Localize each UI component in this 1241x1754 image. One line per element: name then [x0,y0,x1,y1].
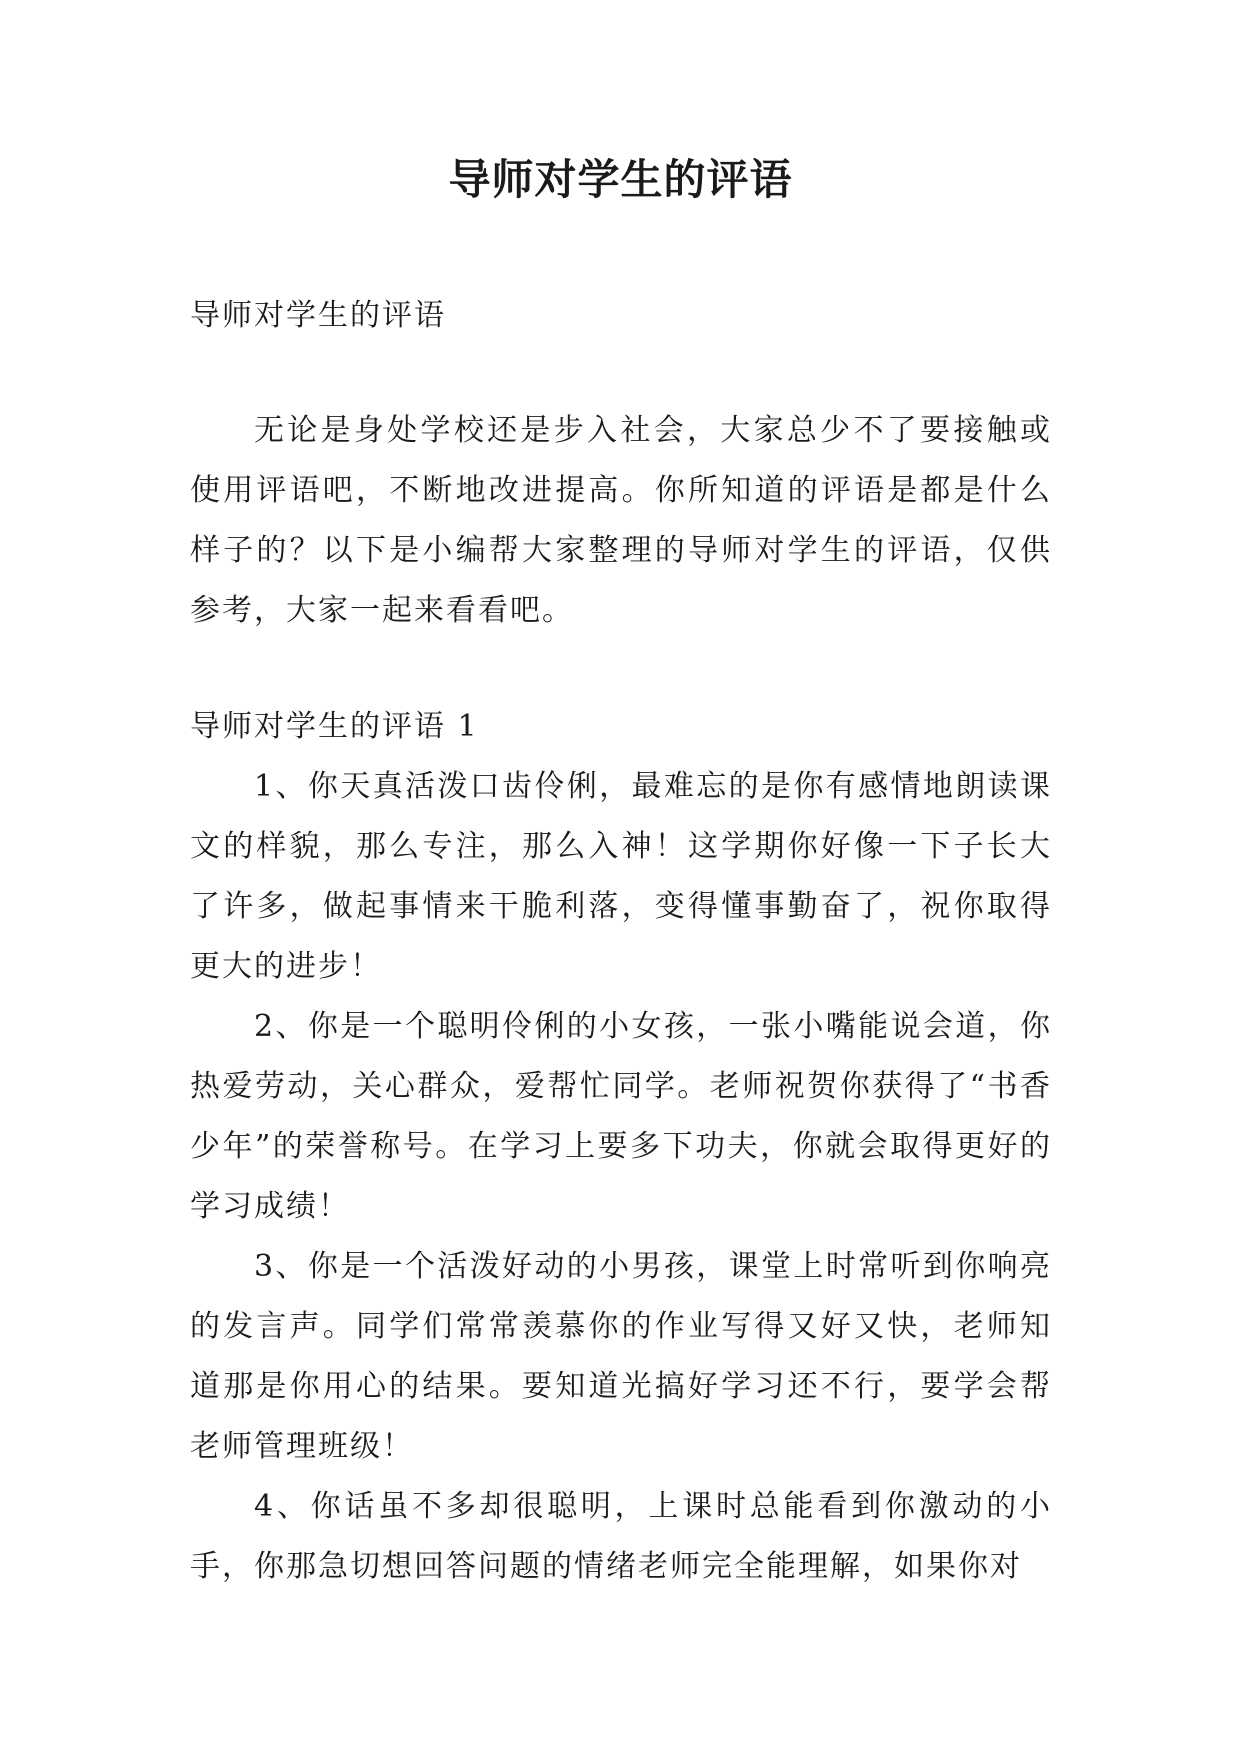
section-1 [190,697,1052,1597]
intro-section [190,401,1052,641]
section-heading: 导师对学生的评语 1 [190,709,479,744]
comment-item-3: 3、你是一个活泼好动的小男孩，课堂上时常听到你响亮的发言声。同学们常常羡慕你的作业写得又好又快，老师知道那是你用心的结果。要知道光搞好学习还不行，要学会帮老师管理班级！ [190,1249,1052,1464]
document-subtitle: 导师对学生的评语 [190,298,446,333]
intro-paragraph: 无论是身处学校还是步入社会，大家总少不了要接触或使用评语吧，不断地改进提高。你所知道的评语是都是什么样子的？以下是小编帮大家整理的导师对学生的评语，仅供参考，大家一起来看看吧。 [190,413,1052,628]
comment-item-4: 4、你话虽不多却很聪明，上课时总能看到你激动的小手，你那急切想回答问题的情绪老师完全能理解，如果你对 [190,1489,1052,1584]
comment-item-1: 1、你天真活泼口齿伶俐，最难忘的是你有感情地朗读课文的样貌，那么专注，那么入神！这学期你好像一下子长大了许多，做起事情来干脆利落，变得懂事勤奋了，祝你取得更大的进步！ [190,769,1052,984]
document-title: 导师对学生的评语 [448,155,793,204]
comment-item-2: 2、你是一个聪明伶俐的小女孩，一张小嘴能说会道，你热爱劳动，关心群众，爱帮忙同学。老师祝贺你获得了“书香少年”的荣誉称号。在学习上要多下功夫，你就会取得更好的学习成绩！ [190,1009,1052,1224]
